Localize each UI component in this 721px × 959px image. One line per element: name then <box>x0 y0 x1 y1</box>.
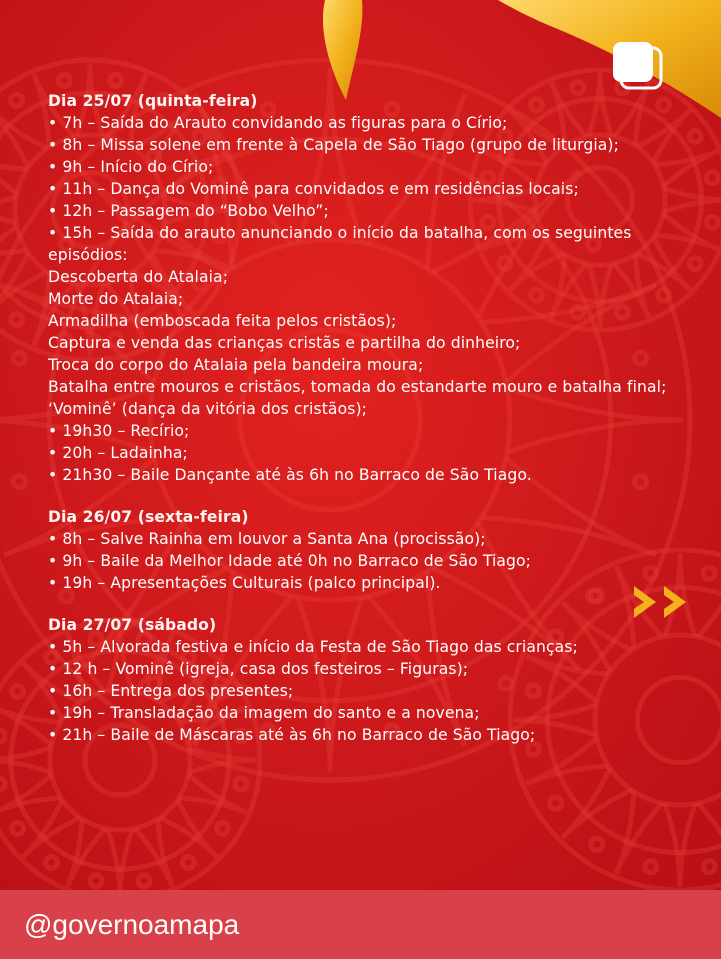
schedule-item: Troca do corpo do Atalaia pela bandeira moura; <box>48 356 424 374</box>
day-section <box>48 90 668 486</box>
double-chevron-right-icon <box>630 582 698 622</box>
day-title: Dia 25/07 (quinta-feira) <box>48 92 258 110</box>
day-title: Dia 27/07 (sábado) <box>48 616 217 634</box>
schedule-item: Morte do Atalaia; <box>48 290 184 308</box>
schedule-item: • 11h – Dança do Vominê para convidados e em residências locais; <box>48 180 579 198</box>
schedule-item: • 9h – Início do Círio; <box>48 158 214 176</box>
schedule-item: Descoberta do Atalaia; <box>48 268 229 286</box>
schedule-item: • 8h – Salve Rainha em louvor a Santa Ana (procissão); <box>48 530 486 548</box>
schedule-item: • 19h30 – Recírio; <box>48 422 190 440</box>
account-handle[interactable]: @governoamapa <box>24 909 240 940</box>
schedule-item: • 9h – Baile da Melhor Idade até 0h no Barraco de São Tiago; <box>48 552 532 570</box>
schedule-item: • 12 h – Vominê (igreja, casa dos festeiros – Figuras); <box>48 660 469 678</box>
caption-bar <box>0 890 721 959</box>
schedule-item: • 16h – Entrega dos presentes; <box>48 682 294 700</box>
schedule-item: Batalha entre mouros e cristãos, tomada do estandarte mouro e batalha final; <box>48 378 667 396</box>
schedule-item: ‘Vominê’ (dança da vitória dos cristãos); <box>48 400 367 418</box>
schedule-item: • 7h – Saída do Arauto convidando as figuras para o Círio; <box>48 114 508 132</box>
schedule-item: • 5h – Alvorada festiva e início da Festa de São Tiago das crianças; <box>48 638 578 656</box>
multiple-pages-icon[interactable] <box>611 40 665 92</box>
day-section <box>48 614 668 746</box>
schedule-item: • 8h – Missa solene em frente à Capela de São Tiago (grupo de liturgia); <box>48 136 619 154</box>
schedule-content <box>48 90 668 766</box>
schedule-item: • 20h – Ladainha; <box>48 444 188 462</box>
schedule-item: • 21h – Baile de Máscaras até às 6h no Barraco de São Tiago; <box>48 726 536 744</box>
schedule-item: Captura e venda das crianças cristãs e partilha do dinheiro; <box>48 334 521 352</box>
day-section <box>48 506 668 594</box>
schedule-item: • 19h – Transladação da imagem do santo e a novena; <box>48 704 480 722</box>
schedule-item: Armadilha (emboscada feita pelos cristãos); <box>48 312 397 330</box>
schedule-item: • 12h – Passagem do “Bobo Velho”; <box>48 202 329 220</box>
schedule-item: • 15h – Saída do arauto anunciando o início da batalha, com os seguintes episódios: <box>48 224 637 264</box>
schedule-item: • 21h30 – Baile Dançante até às 6h no Barraco de São Tiago. <box>48 466 532 484</box>
day-title: Dia 26/07 (sexta-feira) <box>48 508 249 526</box>
schedule-item: • 19h – Apresentações Culturais (palco principal). <box>48 574 441 592</box>
